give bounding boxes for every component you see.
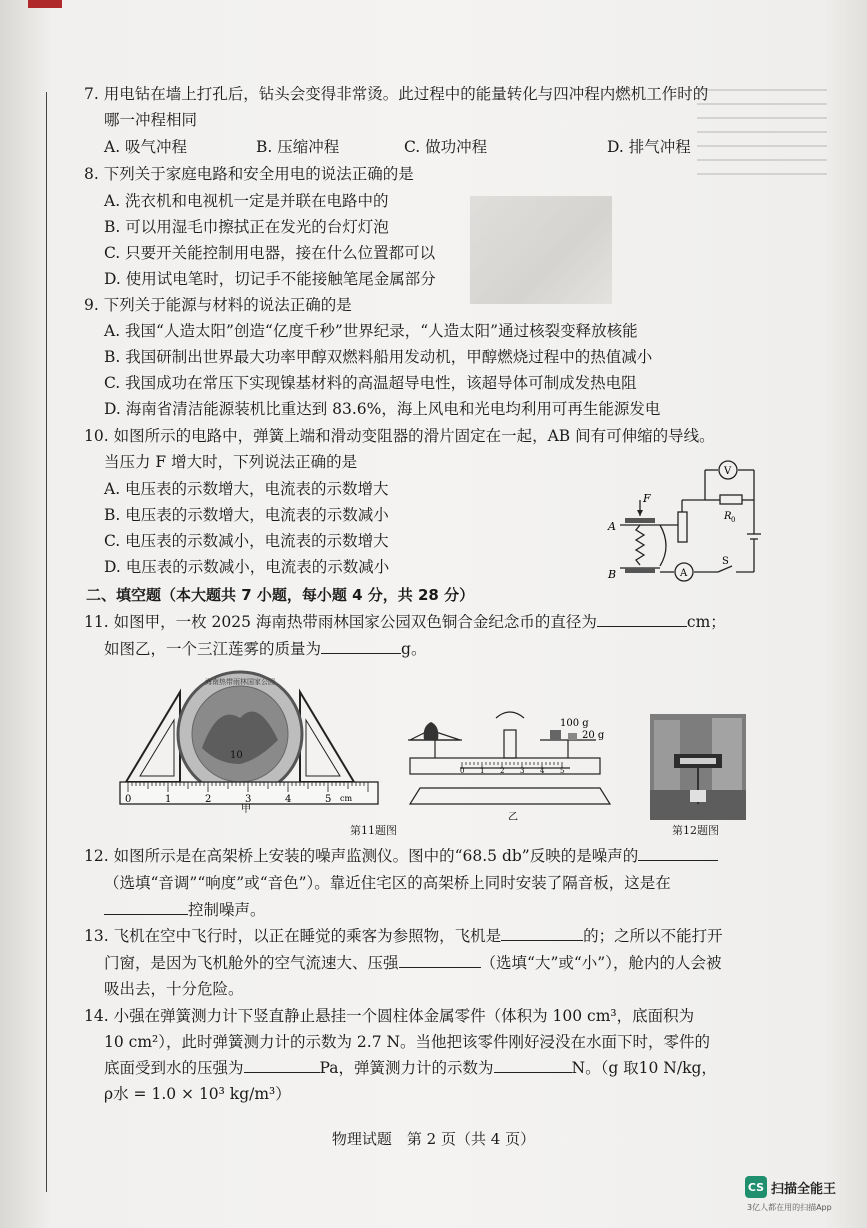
q7-option-d: D. 排气冲程 (607, 138, 691, 156)
q12-caption: 第12题图 (672, 824, 719, 837)
ruler-tick-label: 4 (285, 794, 292, 805)
q11-label-yi: 乙 (508, 812, 518, 820)
q11-unit-g: g。 (401, 640, 427, 658)
q8-stem: 8. 下列关于家庭电路和安全用电的说法正确的是 (84, 165, 414, 183)
q12-line-3 (104, 900, 266, 920)
q10-stem-2: 当压力 F 增大时，下列说法正确的是 (104, 453, 358, 471)
q13-blank-1[interactable] (501, 926, 583, 941)
q12-blank-2[interactable] (104, 900, 188, 915)
beam-tick-label: 0 (460, 767, 465, 775)
q11-figure-jia (118, 664, 380, 814)
q13-line-3: 吸出去，十分危险。 (104, 980, 244, 998)
q10-option-d: D. 电压表的示数减小，电流表的示数减小 (104, 558, 390, 576)
beam-tick-label: 5 (560, 767, 565, 775)
q10-switch-label: S (722, 556, 729, 567)
q14-text-3a: 底面受到水的压强为 (104, 1059, 244, 1077)
q8-option-a: A. 洗衣机和电视机一定是并联在电路中的 (104, 192, 389, 210)
q7-option-b: B. 压缩冲程 (256, 138, 340, 156)
q14-text-3b: Pa，弹簧测力计的示数为 (319, 1059, 494, 1077)
beam-tick-label: 1 (480, 767, 485, 775)
ruler-unit: cm (340, 794, 353, 803)
q8-faded-photo (470, 196, 612, 304)
q14-line-3 (104, 1058, 717, 1078)
q13-text-1b: 的；之所以不能打开 (583, 927, 723, 945)
q11-blank-mass[interactable] (321, 639, 401, 654)
q9-option-b: B. 我国研制出世界最大功率甲醇双燃料船用发动机，甲醇燃烧过程中的热值减小 (104, 348, 653, 366)
scanner-brand: 扫描全能王 (771, 1181, 837, 1197)
beam-tick-label: 2 (500, 767, 505, 775)
scanner-badge (745, 1176, 836, 1198)
q11-weight-100g: 100 g (560, 718, 589, 729)
q13-text-1: 13. 飞机在空中飞行时，以正在睡觉的乘客为参照物，飞机是 (84, 927, 502, 945)
ruler-tick-label: 2 (205, 794, 212, 805)
page-footer: 物理试题 第 2 页（共 4 页） (331, 1130, 536, 1148)
q9-option-d: D. 海南省清洁能源装机比重达到 83.6%，海上风电和光电均利用可再生能源发电 (104, 400, 661, 418)
q10-label-a: A (608, 520, 616, 533)
q11-unit-cm: cm； (686, 613, 726, 631)
q12-blank-1[interactable] (638, 846, 718, 861)
q10-option-b: B. 电压表的示数增大，电流表的示数减小 (104, 506, 389, 524)
q10-option-c: C. 电压表的示数减小，电流表的示数增大 (104, 532, 389, 550)
q11-coin-value: 10 (230, 750, 243, 761)
q7-option-a: A. 吸气冲程 (104, 138, 188, 156)
q9-option-c: C. 我国成功在常压下实现镍基材料的高温超导电性，该超导体可制成发热电阻 (104, 374, 637, 392)
q14-text-3c: N。（g 取10 N/kg， (571, 1059, 717, 1077)
beam-tick-label: 3 (520, 767, 525, 775)
q13-blank-2[interactable] (399, 953, 481, 968)
q8-option-c: C. 只要开关能控制用电器，接在什么位置都可以 (104, 244, 436, 262)
q12-text-3: 控制噪声。 (188, 901, 266, 919)
q14-line-4: ρ水 = 1.0 × 10³ kg/m³） (104, 1085, 291, 1103)
ruler-tick-label: 0 (125, 794, 132, 805)
q11-line-1 (84, 612, 726, 632)
q11-line-2 (104, 639, 426, 659)
q13-line-2 (104, 953, 721, 973)
q7-stem: 7. 用电钻在墙上打孔后，钻头会变得非常烫。此过程中的能量转化与四冲程内燃机工作时的 (84, 85, 709, 103)
q7-option-c: C. 做功冲程 (404, 138, 488, 156)
q14-line-2: 10 cm²），此时弹簧测力计的示数为 2.7 N。当他把该零件刚好浸没在水面下时，零件的 (104, 1033, 711, 1051)
binding-line (46, 92, 47, 1192)
q12-line-2: （选填“音调”“响度”或“音色”）。靠近住宅区的高架桥上同时安装了隔音板，这是在 (104, 874, 671, 892)
q10-resistor-label: R (724, 511, 732, 522)
q10-circuit-diagram (600, 450, 770, 590)
q13-line-1 (84, 926, 723, 946)
bleed-through-text (697, 85, 827, 175)
ruler-tick-label: 1 (165, 794, 172, 805)
q9-option-a: A. 我国“人造太阳”创造“亿度千秒”世界纪录，“人造太阳”通过核裂变释放核能 (104, 322, 638, 340)
q12-line-1 (84, 846, 718, 866)
q11-weight-20g: 20 g (582, 730, 605, 741)
q10-option-a: A. 电压表的示数增大，电流表的示数增大 (104, 480, 389, 498)
ruler-tick-label: 5 (325, 794, 332, 805)
ruler-tick-label: 3 (245, 794, 252, 805)
q9-stem: 9. 下列关于能源与材料的说法正确的是 (84, 296, 352, 314)
page-corner-mark (28, 0, 62, 8)
section-fill-in-header: 二、填空题（本大题共 7 小题，每小题 4 分，共 28 分） (86, 586, 475, 604)
q12-text-1: 12. 如图所示是在高架桥上安装的噪声监测仪。图中的“68.5 db”反映的是噪声的 (84, 847, 639, 865)
beam-tick-label: 4 (540, 767, 545, 775)
q14-blank-force[interactable] (494, 1058, 572, 1073)
q8-option-d: D. 使用试电笔时，切记手不能接触笔尾金属部分 (104, 270, 436, 288)
q10-label-f: F (643, 492, 651, 505)
q10-ammeter-label: A (680, 568, 688, 579)
q14-line-1: 14. 小强在弹簧测力计下竖直静止悬挂一个圆柱体金属零件（体积为 100 cm³，底面积为 (84, 1007, 695, 1025)
q13-text-2b: （选填“大”或“小”），舱内的人会被 (480, 954, 722, 972)
scanner-tagline: 3亿人都在用的扫描App (747, 1203, 832, 1212)
q11-coin-text: 海南热带雨林国家公园 (205, 678, 275, 686)
q11-text-2: 如图乙，一个三江莲雾的质量为 (104, 640, 322, 658)
q11-figure-yi (400, 700, 620, 820)
q10-voltmeter-label: V (724, 466, 732, 477)
q14-blank-pressure[interactable] (244, 1058, 320, 1073)
camscanner-logo-icon: CS (745, 1176, 767, 1198)
q10-label-b: B (608, 568, 617, 581)
q7-stem-2: 哪一冲程相同 (104, 111, 198, 129)
q11-text-1: 11. 如图甲，一枚 2025 海南热带雨林国家公园双色铜合金纪念币的直径为 (84, 613, 597, 631)
q11-caption: 第11题图 (350, 824, 397, 837)
q13-text-2: 门窗，是因为飞机舱外的空气流速大、压强 (104, 954, 399, 972)
q8-option-b: B. 可以用湿毛巾擦拭正在发光的台灯灯泡 (104, 218, 389, 236)
q11-blank-diameter[interactable] (597, 612, 687, 627)
q10-stem: 10. 如图所示的电路中，弹簧上端和滑动变阻器的滑片固定在一起，AB 间有可伸缩的导线。 (84, 427, 715, 445)
q12-noise-monitor-photo (650, 714, 746, 820)
q10-resistor-sub: 0 (731, 516, 736, 524)
q11-label-jia: 甲 (241, 804, 251, 814)
